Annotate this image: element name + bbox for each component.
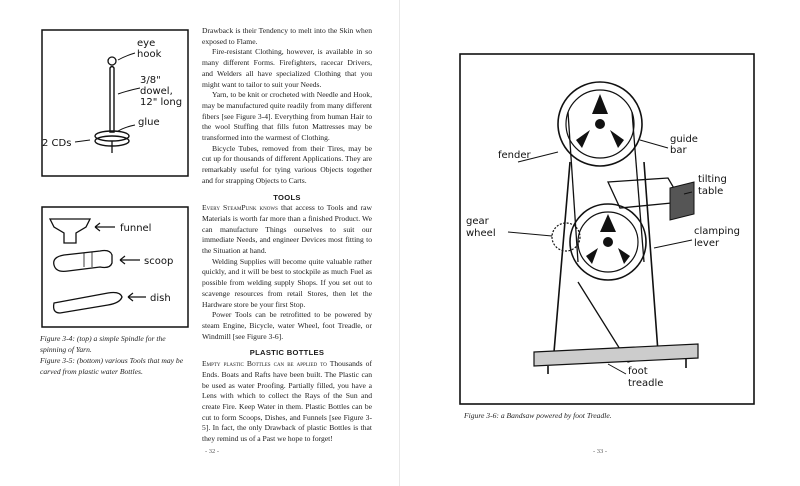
label-wheel: wheel xyxy=(466,228,496,239)
label-foot: foot xyxy=(628,366,648,377)
paragraph: Fire-resistant Clothing, however, is available in so many different Forms. Firefighters, racecar Drivers, and Welders all have specialized Clothing that you might want to tailor to suit your Needs. xyxy=(202,47,372,89)
bottles-lead: Empty plastic Bottles can be applied to xyxy=(202,359,327,369)
label-funnel: funnel xyxy=(120,223,152,234)
paragraph: Drawback is their Tendency to melt into the Skin when exposed to Flame. xyxy=(202,26,372,46)
paragraph xyxy=(202,203,372,257)
paragraph xyxy=(202,359,372,445)
body-column xyxy=(202,26,372,445)
page-number: - 32 - xyxy=(204,448,220,455)
label-dowel: dowel, xyxy=(140,86,173,97)
paragraph: Bicycle Tubes, removed from their Tires, may be cut up for thousands of different Applications. They are remarkably useful for tying various Objects together and for strapping Objects to Carts. xyxy=(202,143,372,185)
figure-3-6-caption: Figure 3-6: a Bandsaw powered by foot Treadle. xyxy=(464,411,612,420)
label-scoop: scoop xyxy=(144,256,174,267)
label-dish: dish xyxy=(150,293,171,304)
label-glue: glue xyxy=(138,117,160,128)
label-tilting: tilting xyxy=(698,174,727,185)
paragraph: Power Tools can be retrofitted to be powered by steam Engine, Bicycle, water Wheel, foot Treadle, or Windmill [see Figure 3-6]. xyxy=(202,310,372,341)
label-treadle: treadle xyxy=(628,378,664,389)
bottles-sketch xyxy=(40,205,190,330)
figure-3-4-caption: Figure 3-4: (top) a simple Spindle for the spinning of Yarn. xyxy=(40,334,166,354)
label-gear: gear xyxy=(466,216,489,227)
label-guide: guide xyxy=(670,134,698,145)
label-bar: bar xyxy=(670,145,687,156)
tools-text: that access to Tools and raw Materials is worth far more than a finished Product. We can manufacture Things ourselves to suit our immediate Needs, and engineer Devices most fitting to the Situation at hand. xyxy=(202,203,372,256)
figure-3-5-caption: Figure 3-5: (bottom) various Tools that may be carved from plastic water Bottles. xyxy=(40,356,184,376)
label-cds: 2 CDs xyxy=(42,138,72,149)
label-fender: fender xyxy=(498,150,531,161)
label-lever: lever xyxy=(694,238,720,249)
label-eye: eye xyxy=(137,38,156,49)
label-dowel-size: 3/8" xyxy=(140,75,161,86)
plastic-bottles-heading: PLASTIC BOTTLES xyxy=(249,348,325,358)
label-clamping: clamping xyxy=(694,226,740,237)
label-dowel-length: 12" long xyxy=(140,97,183,108)
tools-heading: TOOLS xyxy=(273,192,301,202)
label-hook: hook xyxy=(137,49,162,60)
right-page xyxy=(400,0,800,486)
tools-lead: Every SteamPunk knows xyxy=(202,203,278,213)
paragraph: Welding Supplies will become quite valuable rather quickly, and it will be best to stockpile as much Fuel as possible from welding supply Shops. If you set out to scavenge resources from retail Stores, then let the Hardware store be your first Stop. xyxy=(202,256,372,309)
paragraph: Yarn, to be knit or crocheted with Needle and Hook, may be manufactured quite readily from many different fibers [see Figure 3-4]. Everything from human Hair to the wool Stuffing that fills futon Mattresses may be transformed into the warmest of Clothing. xyxy=(202,90,372,143)
spindle-sketch xyxy=(40,28,190,178)
bottles-text: Thousands of Ends. Boats and Rafts have been built. The Plastic can be used as water Proofing. Partially filled, you have a Lens with which to collect the Rays of the Sun and create Fire. Keep Water in them. Plastic Bottles can be cut to form Scoops, Dishes, and Funnels [see Figure 3-5]. In fact, the only Drawback of plastic Bottles is that they remind us of a Past we hope to forget! xyxy=(202,359,372,444)
page-number: - 33 - xyxy=(592,448,608,455)
bandsaw-sketch xyxy=(458,52,756,406)
label-table: table xyxy=(698,186,724,197)
